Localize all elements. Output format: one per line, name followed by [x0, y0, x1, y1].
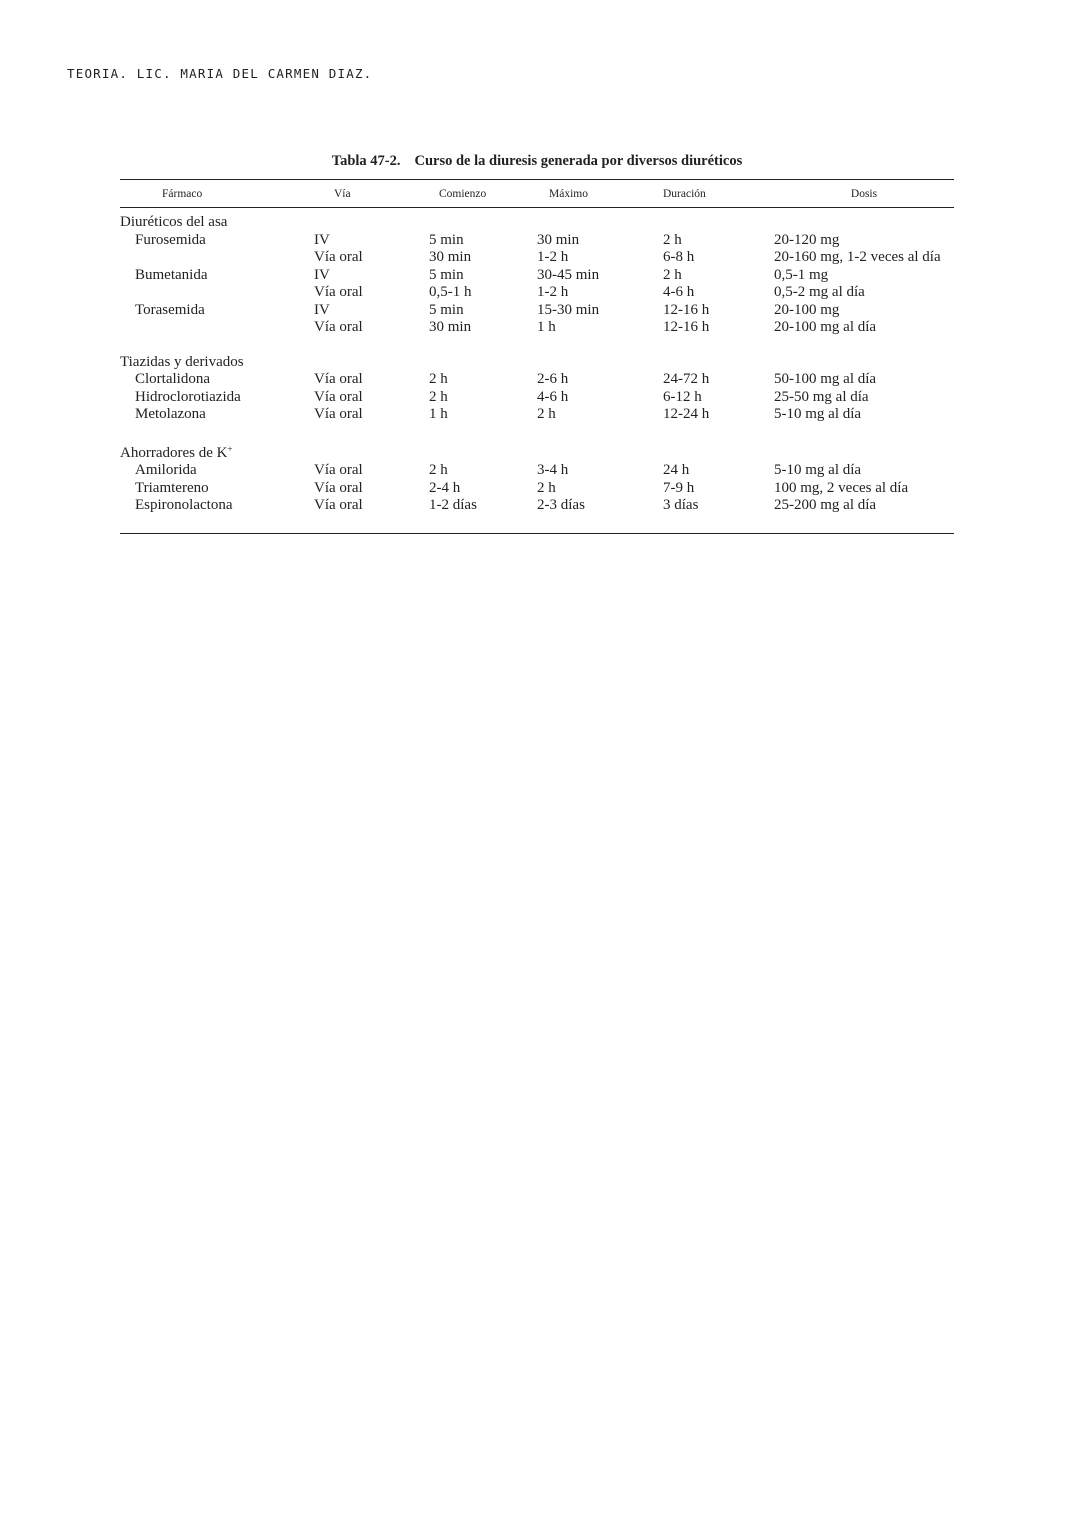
cell-maximo: 15-30 min: [537, 301, 600, 318]
cell-farmaco: Espironolactona: [135, 497, 233, 513]
cell-maximo: 30-45 min: [537, 266, 600, 283]
cell-dosis: 20-100 mg: [774, 301, 840, 318]
cell-dosis: 5-10 mg al día: [774, 462, 862, 478]
cell-duracion: 2 h: [663, 266, 682, 283]
cell-farmaco: [120, 284, 314, 302]
cell-dosis: 0,5-2 mg al día: [774, 284, 865, 300]
cell-comienzo: 2-4 h: [429, 479, 461, 496]
cell-comienzo: 30 min: [429, 249, 472, 265]
bottom-rule: [120, 533, 954, 534]
header-dosis: Dosis: [774, 180, 954, 208]
header-comienzo: Comienzo: [429, 180, 537, 208]
cell-comienzo: 5 min: [429, 266, 464, 283]
cell-via: Vía oral: [314, 249, 363, 265]
group-row: [120, 354, 954, 372]
cell-dosis: 25-50 mg al día: [774, 388, 869, 405]
cell-comienzo: 30 min: [429, 319, 472, 335]
header-maximo: Máximo: [537, 180, 663, 208]
group-label-superscript: +: [227, 443, 233, 454]
cell-duracion: 2 h: [663, 231, 682, 248]
cell-via: Vía oral: [314, 371, 363, 387]
cell-maximo: 2-6 h: [537, 371, 569, 387]
cell-maximo: 1-2 h: [537, 284, 569, 300]
cell-via: IV: [314, 266, 330, 283]
cell-via: Vía oral: [314, 497, 363, 513]
table-row: [120, 232, 954, 250]
cell-farmaco: Torasemida: [135, 301, 205, 318]
table-row: [120, 389, 954, 407]
cell-via: IV: [314, 231, 330, 248]
table-row: [120, 406, 954, 424]
cell-via: Vía oral: [314, 462, 363, 478]
table-caption: Curso de la diuresis generada por diversos diuréticos: [414, 153, 743, 169]
table-row: [120, 371, 954, 389]
spacer-row: [120, 515, 954, 533]
cell-farmaco: Clortalidona: [135, 371, 210, 387]
cell-comienzo: 0,5-1 h: [429, 284, 472, 300]
spacer-row: [120, 424, 954, 441]
table-title: [120, 153, 954, 170]
group-label-text: Diuréticos del asa: [120, 214, 228, 230]
cell-maximo: 2 h: [537, 406, 556, 422]
cell-farmaco: Metolazona: [135, 406, 206, 422]
cell-farmaco: [120, 319, 314, 337]
cell-dosis: 20-120 mg: [774, 231, 840, 248]
table-body: [120, 208, 954, 534]
cell-duracion: 7-9 h: [663, 479, 695, 496]
spacer-row: [120, 337, 954, 354]
group-label: [120, 354, 954, 372]
cell-maximo: 30 min: [537, 231, 580, 248]
table-row: [120, 249, 954, 267]
cell-duracion: 6-12 h: [663, 388, 702, 405]
cell-via: Vía oral: [314, 388, 363, 405]
table-row: [120, 480, 954, 498]
cell-duracion: 12-16 h: [663, 301, 710, 318]
table-number: Tabla 47-2.: [331, 153, 401, 169]
table-row: [120, 267, 954, 285]
cell-comienzo: 5 min: [429, 301, 464, 318]
cell-maximo: 1 h: [537, 319, 556, 335]
header-via: Vía: [314, 180, 429, 208]
group-label-text: Ahorradores de K: [120, 444, 228, 461]
cell-farmaco: [120, 249, 314, 267]
group-label-text: Tiazidas y derivados: [120, 353, 244, 370]
cell-farmaco: Furosemida: [135, 231, 206, 248]
table-row: [120, 284, 954, 302]
cell-via: Vía oral: [314, 479, 363, 496]
table-row: [120, 302, 954, 320]
cell-farmaco: Bumetanida: [135, 266, 208, 283]
header-duracion: Duración: [663, 180, 774, 208]
cell-duracion: 3 días: [663, 497, 699, 513]
cell-comienzo: 1 h: [429, 406, 448, 422]
table-row: [120, 462, 954, 480]
cell-duracion: 4-6 h: [663, 284, 695, 300]
header-farmaco: Fármaco: [120, 180, 314, 208]
cell-duracion: 24 h: [663, 462, 690, 478]
cell-dosis: 0,5-1 mg: [774, 266, 829, 283]
diuretics-table: [120, 179, 954, 534]
cell-farmaco: Amilorida: [135, 462, 197, 478]
table-header-row: [120, 180, 954, 208]
cell-maximo: 3-4 h: [537, 462, 569, 478]
group-row: [120, 441, 954, 463]
table-row: [120, 319, 954, 337]
group-label: [120, 441, 954, 463]
cell-maximo: 2 h: [537, 479, 556, 496]
group-row: [120, 214, 954, 232]
cell-comienzo: 2 h: [429, 462, 448, 478]
cell-via: IV: [314, 301, 330, 318]
table-row: [120, 497, 954, 515]
cell-via: Vía oral: [314, 284, 363, 300]
cell-dosis: 100 mg, 2 veces al día: [774, 479, 909, 496]
cell-via: Vía oral: [314, 319, 363, 335]
author-header: TEORIA. LIC. MARIA DEL CARMEN DIAZ.: [67, 66, 373, 81]
group-label: [120, 214, 954, 232]
cell-dosis: 25-200 mg al día: [774, 497, 877, 513]
cell-comienzo: 1-2 días: [429, 497, 477, 513]
cell-farmaco: Hidroclorotiazida: [135, 388, 241, 405]
cell-maximo: 2-3 días: [537, 497, 585, 513]
cell-comienzo: 2 h: [429, 371, 448, 387]
cell-maximo: 1-2 h: [537, 249, 569, 265]
cell-duracion: 12-16 h: [663, 319, 710, 335]
cell-duracion: 12-24 h: [663, 406, 710, 422]
cell-maximo: 4-6 h: [537, 388, 569, 405]
cell-duracion: 6-8 h: [663, 249, 695, 265]
cell-dosis: 20-160 mg, 1-2 veces al día: [774, 249, 941, 265]
cell-dosis: 5-10 mg al día: [774, 406, 862, 422]
cell-via: Vía oral: [314, 406, 363, 422]
cell-dosis: 20-100 mg al día: [774, 319, 877, 335]
cell-comienzo: 2 h: [429, 388, 448, 405]
cell-duracion: 24-72 h: [663, 371, 710, 387]
cell-comienzo: 5 min: [429, 231, 464, 248]
cell-dosis: 50-100 mg al día: [774, 371, 877, 387]
cell-farmaco: Triamtereno: [135, 479, 209, 496]
